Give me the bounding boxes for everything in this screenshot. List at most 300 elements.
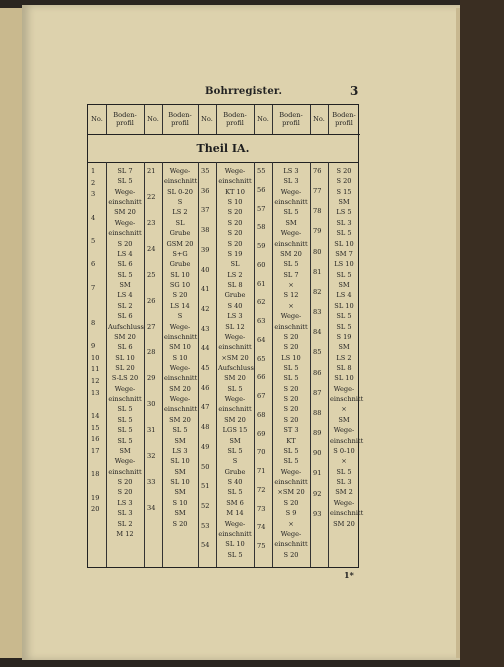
row-number: 55 <box>257 167 266 175</box>
boden-profil-entry: einschnitt <box>218 405 252 414</box>
row-number: 9 <box>91 341 96 350</box>
boden-profil-entry: S 10 <box>172 498 188 507</box>
boden-profil-entry: SM 10 <box>169 343 191 352</box>
boden-profil-entry: LS 3 <box>117 498 133 507</box>
boden-profil-entry: Wege- <box>280 529 302 538</box>
boden-profil-entry: Aufschluss <box>218 364 254 372</box>
row-number: 8 <box>91 318 96 327</box>
row-number: 70 <box>257 448 266 457</box>
boden-profil-entry: SL 5 <box>336 322 352 331</box>
row-number: 56 <box>257 185 266 194</box>
boden-profil-entry: LS 3 <box>172 446 188 455</box>
boden-profil-entry: Wege- <box>114 384 136 393</box>
boden-profil-entry: SM 2 <box>335 488 353 497</box>
row-number: 16 <box>91 435 100 444</box>
boden-profil-entry: SL 5 <box>283 457 299 466</box>
boden-profil-entry: SL 5 <box>227 550 243 559</box>
row-number: 91 <box>313 469 322 478</box>
running-head: Bohrregister. <box>205 86 283 97</box>
boden-profil-entry: SM <box>174 509 186 518</box>
boden-profil-entry: SL 5 <box>336 270 352 279</box>
row-number: 42 <box>201 304 210 313</box>
boden-profil-entry: SL 5 <box>227 384 243 393</box>
boden-profil-entry: S 40 <box>227 301 243 310</box>
row-number: 20 <box>91 505 100 514</box>
boden-profil-entry: Wege- <box>280 467 302 476</box>
header-cell: No. <box>310 105 328 135</box>
boden-profil-entry: einschnitt <box>164 177 198 186</box>
boden-profil-entry: SM 6 <box>226 498 244 507</box>
column-rule <box>272 105 273 134</box>
boden-profil-entry: SL 6 <box>117 343 133 352</box>
column-rule <box>162 162 163 567</box>
boden-profil-entry: einschnitt <box>274 322 308 331</box>
boden-profil-entry: SL 6 <box>117 312 133 321</box>
row-number: 59 <box>257 242 266 251</box>
boden-profil-entry: S-LS 20 <box>111 374 139 383</box>
row-number: 11 <box>91 365 100 374</box>
boden-profil-entry: Wege- <box>280 229 302 238</box>
boden-profil-entry: Wege- <box>333 426 355 435</box>
row-number: 41 <box>201 285 210 294</box>
boden-profil-entry: SL 0-20 <box>167 187 193 196</box>
bohrregister-table <box>87 104 364 568</box>
boden-profil-entry: einschnitt <box>108 198 142 207</box>
boden-profil-entry: S 20 <box>172 519 188 528</box>
row-number: 46 <box>201 383 210 392</box>
boden-profil-entry: S 0-10 <box>333 446 355 455</box>
boden-profil-entry: S 20 <box>283 343 299 352</box>
boden-profil-entry: einschnitt <box>108 229 142 238</box>
boden-profil-entry: S 20 <box>283 498 299 507</box>
boden-profil-entry: SL 5 <box>227 488 243 497</box>
column-rule <box>310 105 311 134</box>
row-number: 80 <box>313 247 322 256</box>
boden-profil-entry: Wege- <box>333 384 355 393</box>
row-number: 48 <box>201 423 210 432</box>
boden-profil-entry: S 19 <box>227 249 243 258</box>
boden-profil-entry: einschnitt <box>330 395 364 404</box>
column-rule <box>328 162 329 567</box>
row-number: 43 <box>201 324 210 333</box>
row-number: 72 <box>257 485 266 494</box>
row-number: 34 <box>147 503 156 512</box>
boden-profil-entry: SM <box>119 446 131 455</box>
boden-profil-entry: SL 10 <box>170 478 190 487</box>
row-number: 19 <box>91 493 100 502</box>
boden-profil-entry: einschnitt <box>164 374 198 383</box>
boden-profil-entry: SL 5 <box>117 426 133 435</box>
row-number: 92 <box>313 489 322 498</box>
boden-profil-entry: SL 2 <box>117 301 133 310</box>
boden-profil-entry: SM 20 <box>224 374 246 383</box>
boden-profil-entry: ×SM 20 <box>221 353 249 362</box>
row-number: 37 <box>201 206 210 215</box>
row-number: 17 <box>91 446 100 455</box>
boden-profil-entry: SM <box>338 281 350 290</box>
boden-profil-entry: SG 10 <box>169 281 191 290</box>
boden-profil-entry: S+G <box>172 249 188 258</box>
boden-profil-entry: SM <box>338 343 350 352</box>
row-number: 30 <box>147 400 156 409</box>
boden-profil-entry: SL 5 <box>283 364 299 372</box>
row-number: 23 <box>147 218 156 227</box>
page-number: 3 <box>350 84 359 98</box>
boden-profil-entry: einschnitt <box>218 343 252 352</box>
column-rule <box>216 162 217 567</box>
row-number: 44 <box>201 344 210 353</box>
header-cell: No. <box>198 105 216 135</box>
row-number: 35 <box>201 167 210 175</box>
boden-profil-entry: LS 3 <box>283 167 299 175</box>
row-number: 27 <box>147 322 156 331</box>
boden-profil-entry: SL 5 <box>227 446 243 455</box>
row-number: 89 <box>313 429 322 438</box>
boden-profil-entry: SM <box>174 488 186 497</box>
boden-profil-entry: LS 2 <box>227 270 243 279</box>
boden-profil-entry: S 20 <box>283 395 299 404</box>
row-number: 7 <box>91 283 96 292</box>
boden-profil-entry: S 10 <box>227 198 243 207</box>
boden-profil-entry: SL <box>175 218 185 227</box>
boden-profil-entry: S 20 <box>227 218 243 227</box>
row-number: 26 <box>147 296 156 305</box>
row-number: 61 <box>257 279 266 288</box>
row-number: 18 <box>91 470 100 479</box>
boden-profil-entry: SL 5 <box>117 177 133 186</box>
boden-profil-entry: SM 20 <box>114 208 136 217</box>
boden-profil-entry: einschnitt <box>164 332 198 341</box>
boden-profil-entry: SL 5 <box>117 436 133 445</box>
row-number: 14 <box>91 411 100 420</box>
column-rule <box>198 105 199 134</box>
column-rule <box>162 105 163 134</box>
header-cell: Boden- profil <box>216 105 254 135</box>
header-cell: Boden- profil <box>328 105 360 135</box>
boden-profil-entry: Wege- <box>224 395 246 404</box>
boden-profil-entry: LS 14 <box>170 301 190 310</box>
boden-profil-entry: Wege- <box>114 218 136 227</box>
boden-profil-entry: SM <box>285 218 297 227</box>
row-number: 82 <box>313 287 322 296</box>
row-number: 4 <box>91 213 96 222</box>
boden-profil-entry: SM <box>229 436 241 445</box>
row-number: 50 <box>201 462 210 471</box>
row-number: 57 <box>257 204 266 213</box>
row-number: 29 <box>147 374 156 383</box>
boden-profil-entry: einschnitt <box>330 509 364 518</box>
row-number: 40 <box>201 265 210 274</box>
row-number: 38 <box>201 226 210 235</box>
header-cell: No. <box>254 105 272 135</box>
boden-profil-entry: S 10 <box>172 353 188 362</box>
boden-profil-entry: SM <box>338 198 350 207</box>
boden-profil-entry: LS 2 <box>172 208 188 217</box>
row-number: 6 <box>91 260 96 269</box>
boden-profil-entry: SL 7 <box>283 270 299 279</box>
row-number: 62 <box>257 298 266 307</box>
boden-profil-entry: SL 5 <box>117 270 133 279</box>
boden-profil-entry: × <box>288 281 294 290</box>
boden-profil-entry: SL 6 <box>117 260 133 269</box>
row-number: 84 <box>313 328 322 337</box>
row-number: 15 <box>91 423 100 432</box>
header-cell: Boden- profil <box>162 105 198 135</box>
row-number: 22 <box>147 192 156 201</box>
boden-profil-entry: LS 4 <box>117 249 133 258</box>
row-number: 77 <box>313 187 322 196</box>
boden-profil-entry: × <box>288 519 294 528</box>
boden-profil-entry: SL 10 <box>170 270 190 279</box>
boden-profil-entry: SL 12 <box>225 322 245 331</box>
row-number: 78 <box>313 207 322 216</box>
boden-profil-entry: SM <box>119 281 131 290</box>
boden-profil-entry: S <box>177 198 183 207</box>
row-number: 83 <box>313 308 322 317</box>
row-number: 10 <box>91 353 100 362</box>
row-number: 31 <box>147 426 156 435</box>
row-number: 90 <box>313 449 322 458</box>
boden-profil-entry: einschnitt <box>108 467 142 476</box>
boden-profil-entry: S <box>177 312 183 321</box>
boden-profil-entry: SL 5 <box>172 426 188 435</box>
row-number: 86 <box>313 368 322 377</box>
row-number: 13 <box>91 388 100 397</box>
row-number: 32 <box>147 452 156 461</box>
boden-profil-entry: SL 10 <box>115 353 135 362</box>
boden-profil-entry: Wege- <box>224 167 246 175</box>
row-number: 5 <box>91 236 96 245</box>
boden-profil-entry: Grube <box>169 229 191 238</box>
row-number: 71 <box>257 467 266 476</box>
header-cell: Boden- profil <box>272 105 310 135</box>
column-rule <box>254 162 255 567</box>
boden-profil-entry: SL 3 <box>336 478 352 487</box>
boden-profil-entry: LS 4 <box>117 291 133 300</box>
column-rule <box>198 162 199 567</box>
boden-profil-entry: SL 2 <box>117 519 133 528</box>
boden-profil-entry: SL 20 <box>115 364 135 372</box>
boden-profil-entry: LS 10 <box>334 260 354 269</box>
row-number: 51 <box>201 482 210 491</box>
row-number: 63 <box>257 317 266 326</box>
boden-profil-entry: Wege- <box>280 187 302 196</box>
boden-profil-entry: einschnitt <box>274 198 308 207</box>
boden-profil-entry: SM <box>174 467 186 476</box>
row-number: 66 <box>257 373 266 382</box>
boden-profil-entry: einschnitt <box>274 239 308 248</box>
column-rule <box>328 105 329 134</box>
boden-profil-entry: S 20 <box>283 405 299 414</box>
column-rule <box>216 105 217 134</box>
header-cell: Boden- profil <box>106 105 144 135</box>
left-page-edge <box>0 8 22 658</box>
boden-profil-entry: SL 5 <box>117 405 133 414</box>
book-cover <box>460 0 504 667</box>
boden-profil-entry: SL 5 <box>336 312 352 321</box>
row-number: 33 <box>147 478 156 487</box>
boden-profil-entry: SL 5 <box>283 374 299 383</box>
boden-profil-entry: S 20 <box>117 478 133 487</box>
boden-profil-entry: SM <box>174 436 186 445</box>
row-number: 25 <box>147 270 156 279</box>
boden-profil-entry: S 20 <box>172 291 188 300</box>
boden-profil-entry: SL 10 <box>334 239 354 248</box>
boden-profil-entry: S 20 <box>227 229 243 238</box>
boden-profil-entry: × <box>341 457 347 466</box>
row-number: 75 <box>257 542 266 551</box>
boden-profil-entry: LS 10 <box>281 353 301 362</box>
row-number: 67 <box>257 392 266 401</box>
boden-profil-entry: SL 8 <box>336 364 352 372</box>
boden-profil-entry: SL 3 <box>283 177 299 186</box>
boden-profil-entry: Aufschluss <box>108 322 144 331</box>
boden-profil-entry: LS 3 <box>227 312 243 321</box>
boden-profil-entry: LGS 15 <box>222 426 248 435</box>
column-rule <box>272 162 273 567</box>
boden-profil-entry: Wege- <box>333 498 355 507</box>
boden-profil-entry: S 20 <box>227 239 243 248</box>
row-number: 21 <box>147 167 156 175</box>
row-number: 69 <box>257 429 266 438</box>
boden-profil-entry: SM 20 <box>224 415 246 424</box>
boden-profil-entry: LS 4 <box>336 291 352 300</box>
boden-profil-entry: S 20 <box>336 167 352 175</box>
row-number: 81 <box>313 267 322 276</box>
boden-profil-entry: SL 3 <box>117 509 133 518</box>
boden-profil-entry: GSM 20 <box>166 239 194 248</box>
row-number: 24 <box>147 244 156 253</box>
row-number: 88 <box>313 408 322 417</box>
boden-profil-entry: S 19 <box>336 332 352 341</box>
row-number: 12 <box>91 376 100 385</box>
row-number: 2 <box>91 178 96 187</box>
boden-profil-entry: S 20 <box>117 488 133 497</box>
row-number: 93 <box>313 509 322 518</box>
boden-profil-entry: S 20 <box>283 384 299 393</box>
boden-profil-entry: einschnitt <box>218 529 252 538</box>
column-rule <box>144 162 145 567</box>
row-number: 87 <box>313 388 322 397</box>
boden-profil-entry: SL 10 <box>170 457 190 466</box>
boden-profil-entry: Wege- <box>169 364 191 372</box>
boden-profil-entry: S 20 <box>227 208 243 217</box>
boden-profil-entry: Grube <box>169 260 191 269</box>
boden-profil-entry: S 40 <box>227 478 243 487</box>
boden-profil-entry: SL 8 <box>227 281 243 290</box>
boden-profil-entry: SM 20 <box>169 384 191 393</box>
boden-profil-entry: SL 7 <box>117 167 133 175</box>
boden-profil-entry: S 12 <box>283 291 299 300</box>
boden-profil-entry: Wege- <box>114 457 136 466</box>
row-number: 58 <box>257 223 266 232</box>
boden-profil-entry: Wege- <box>224 519 246 528</box>
boden-profil-entry: S 9 <box>285 509 297 518</box>
boden-profil-entry: SM 20 <box>169 415 191 424</box>
boden-profil-entry: KT 10 <box>225 187 245 196</box>
boden-profil-entry: einschnitt <box>218 177 252 186</box>
sheet-signature: 1* <box>344 570 354 580</box>
row-number: 53 <box>201 521 210 530</box>
boden-profil-entry: Wege- <box>169 395 191 404</box>
row-number: 52 <box>201 501 210 510</box>
boden-profil-entry: × <box>288 301 294 310</box>
boden-profil-entry: einschnitt <box>330 436 364 445</box>
boden-profil-entry: einschnitt <box>274 540 308 549</box>
row-number: 85 <box>313 348 322 357</box>
boden-profil-entry: S 15 <box>336 187 352 196</box>
boden-profil-entry: Grube <box>224 467 246 476</box>
boden-profil-entry: LS 2 <box>336 353 352 362</box>
boden-profil-entry: Wege- <box>224 332 246 341</box>
row-number: 39 <box>201 245 210 254</box>
boden-profil-entry: SL <box>230 260 240 269</box>
row-number: 65 <box>257 354 266 363</box>
column-rule <box>106 162 107 567</box>
boden-profil-entry: M 14 <box>226 509 244 518</box>
row-number: 73 <box>257 504 266 513</box>
boden-profil-entry: einschnitt <box>274 478 308 487</box>
boden-profil-entry: Grube <box>224 291 246 300</box>
boden-profil-entry: Wege- <box>280 312 302 321</box>
column-rule <box>144 105 145 134</box>
boden-profil-entry: S 20 <box>283 415 299 424</box>
header-cell: No. <box>88 105 106 135</box>
header-cell: No. <box>144 105 162 135</box>
boden-profil-entry: SL 5 <box>283 208 299 217</box>
boden-profil-entry: SM 20 <box>280 249 302 258</box>
boden-profil-entry: Wege- <box>114 187 136 196</box>
column-rule <box>106 105 107 134</box>
row-number: 79 <box>313 227 322 236</box>
boden-profil-entry: SL 10 <box>334 374 354 383</box>
boden-profil-entry: SL 3 <box>336 218 352 227</box>
boden-profil-entry: SL 5 <box>283 260 299 269</box>
boden-profil-entry: S 20 <box>336 177 352 186</box>
boden-profil-entry: SL 5 <box>283 446 299 455</box>
boden-profil-entry: SL 5 <box>336 229 352 238</box>
boden-profil-entry: SM <box>338 415 350 424</box>
boden-profil-entry: S 20 <box>117 239 133 248</box>
boden-profil-entry: SM 20 <box>333 519 355 528</box>
row-number: 1 <box>91 167 96 175</box>
row-number: 47 <box>201 403 210 412</box>
boden-profil-entry: M 12 <box>116 529 134 538</box>
boden-profil-entry: S 20 <box>283 550 299 559</box>
boden-profil-entry: S 20 <box>283 332 299 341</box>
row-number: 76 <box>313 167 322 175</box>
boden-profil-entry: ×SM 20 <box>277 488 305 497</box>
row-number: 49 <box>201 442 210 451</box>
row-number: 45 <box>201 364 210 372</box>
column-rule <box>310 162 311 567</box>
row-number: 54 <box>201 541 210 550</box>
boden-profil-entry: Wege- <box>169 322 191 331</box>
boden-profil-entry: SM 20 <box>114 332 136 341</box>
boden-profil-entry: Wege- <box>169 167 191 175</box>
row-number: 74 <box>257 523 266 532</box>
boden-profil-entry: S <box>232 457 238 466</box>
boden-profil-entry: SM 7 <box>335 249 353 258</box>
boden-profil-entry: × <box>341 405 347 414</box>
row-number: 64 <box>257 335 266 344</box>
boden-profil-entry: LS 5 <box>336 208 352 217</box>
column-rule <box>254 105 255 134</box>
boden-profil-entry: SL 5 <box>336 467 352 476</box>
boden-profil-entry: SL 10 <box>334 301 354 310</box>
row-number: 28 <box>147 348 156 357</box>
section-title: Theil IA. <box>88 134 358 163</box>
